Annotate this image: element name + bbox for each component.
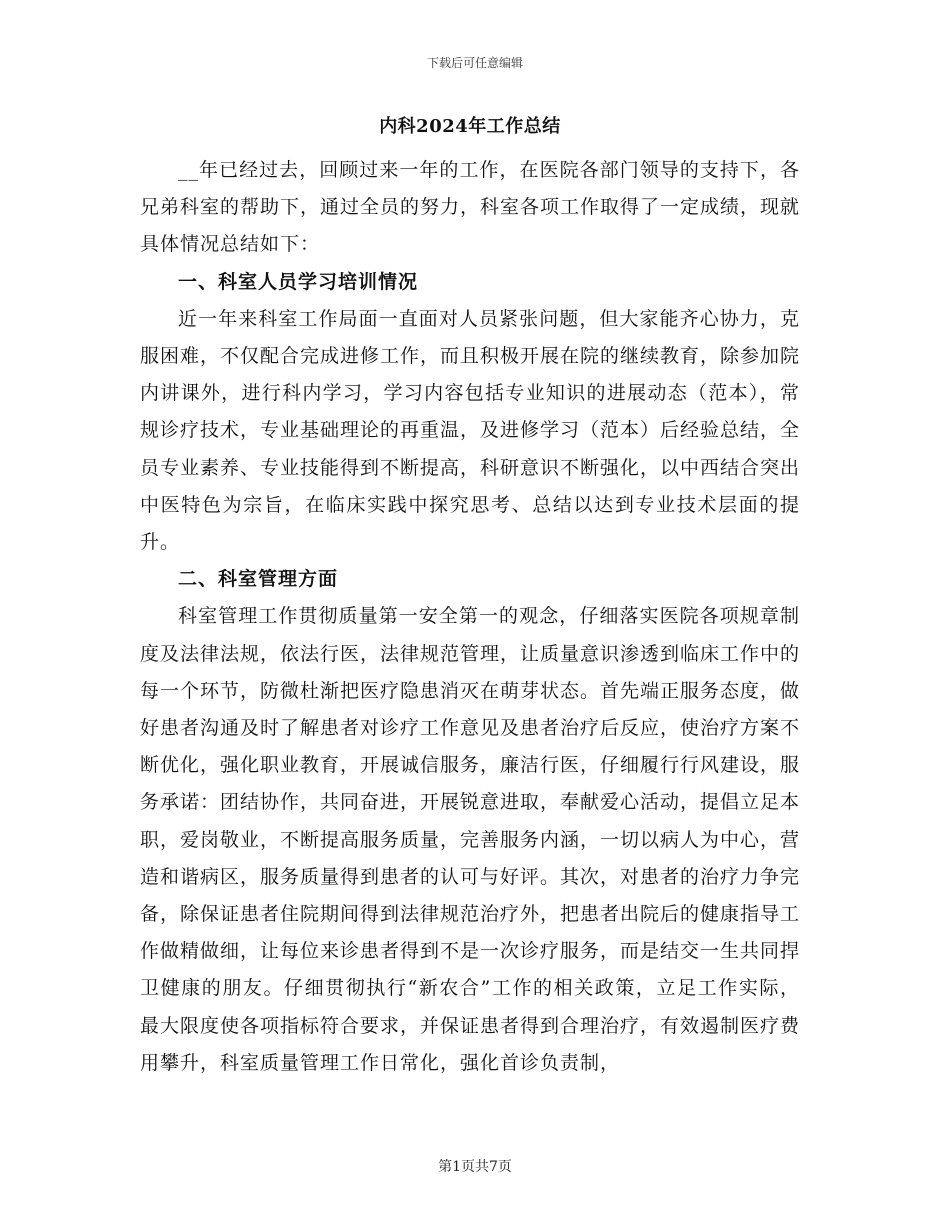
section-1-paragraph: 近一年来科室工作局面一直面对人员紧张问题，但大家能齐心协力，克服困难，不仅配合完成进修工作，而且积极开展在院的继续教育，除参加院内讲课外，进行科内学习，学习内容包括专业知识的进展动态（范本），常规诊疗技术，专业基础理论的再重温，及进修学习（范本）后经验总结，全员专业素养、专业技能得到不断提高，科研意识不断强化，以中西结合突出中医特色为宗旨，在临床实践中探究思考、总结以达到专业技术层面的提升。 (140, 307, 801, 554)
page-footer: 第1页共7页 (438, 1159, 512, 1175)
section-2-heading: 二、科室管理方面 (178, 568, 339, 591)
section-2-paragraph: 科室管理工作贯彻质量第一安全第一的观念，仔细落实医院各项规章制度及法律法规，依法行医，法律规范管理，让质量意识渗透到临床工作中的每一个环节，防微杜渐把医疗隐患消灭在萌芽状态。首先端正服务态度，做好患者沟通及时了解患者对诊疗工作意见及患者治疗后反应，使治疗方案不断优化，强化职业教育，开展诚信服务，廉洁行医，仔细履行行风建设，服务承诺：团结协作，共同奋进，开展锐意进取，奉献爱心活动，提倡立足本职，爱岗敬业，不断提高服务质量，完善服务内涵，一切以病人为中心，营造和谐病区，服务质量得到患者的认可与好评。其次，对患者的治疗力争完备，除保证患者住院期间得到法律规范治疗外，把患者出院后的健康指导工作做精做细，让每位来诊患者得到不是一次诊疗服务，而是结交一生共同捍卫健康的朋友。仔细贯彻执行“新农合”工作的相关政策，立足工作实际，最大限度使各项指标符合要求，并保证患者得到合理治疗，有效遏制医疗费用攀升，科室质量管理工作日常化，强化首诊负责制， (140, 605, 801, 1074)
intro-paragraph: __年已经过去，回顾过来一年的工作，在医院各部门领导的支持下，各兄弟科室的帮助下，通过全员的努力，科室各项工作取得了一定成绩，现就具体情况总结如下： (140, 159, 801, 256)
document-body (140, 110, 800, 1082)
document-title: 内科2024年工作总结 (379, 116, 561, 137)
header-note: 下载后可任意编辑 (426, 56, 523, 70)
section-1-heading: 一、科室人员学习培训情况 (178, 270, 419, 293)
